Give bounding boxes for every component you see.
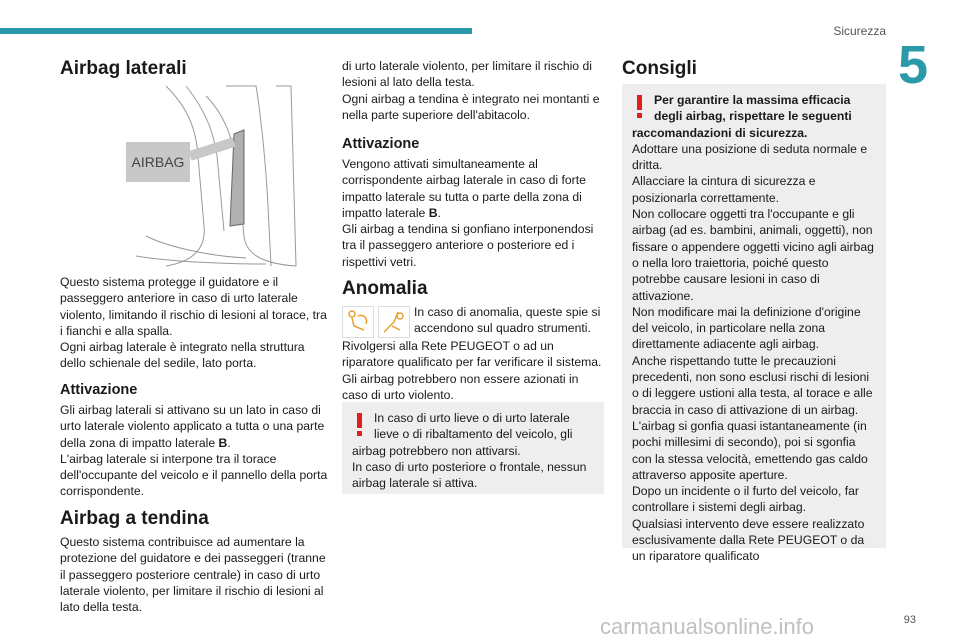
anomalia-icon-text: In caso di anomalia, queste spie si accendono sul quadro strumenti. xyxy=(414,305,601,336)
warning-lamps xyxy=(342,306,410,338)
watermark: carmanualsonline.info xyxy=(600,614,815,639)
airbag-tendina-continued: di urto laterale violento, per limitare il rischio di lesioni al lato della testa. Ogni airbag a tendina è integrato nei montanti e nella parte superiore dell'abitacolo. xyxy=(342,59,600,122)
heading-airbag-tendina: Airbag a tendina xyxy=(60,508,209,529)
anomalia-warning-text: In caso di urto lieve o di urto laterale lieve o di ribaltamento del veicolo, gli airbag potrebbero non attivarsi. In caso di urto posteriore o frontale, nessun airbag laterale si attiva. xyxy=(352,411,587,491)
consigli-box xyxy=(622,84,886,564)
attivazione-laterali-text: Gli airbag laterali si attivano su un lato in caso di urto laterale violento applicato a tutta o una parte della zona di impatto laterale B. L'airbag laterale si interpone tra il torace dell'occupante del veicolo e il pannello della porta corrispondente. xyxy=(60,403,328,499)
exclamation-warning-icon xyxy=(352,411,368,437)
consigli-text: Per garantire la massima efficacia degli airbag, rispettare le seguenti raccomandazioni di sicurezza. Adottare una posizione di seduta normale e dritta. Allacciare la cintura di sicurezza e posizionarla correttamente. Non collocare oggetti tra l'occupante e gli airbag (ad es. bambini, animali, oggetti), non fissare o appendere oggetti vicino agli airbag o nella loro traiettoria, poiché questo potrebbe causare lesioni in caso di attivazione. Non modificare mai la definizione d'origine del veicolo, in particolare nella zona direttamente adiacente agli airbag. Anche rispettando tutte le precauzioni precedenti, non sono esclusi rischi di lesioni o di leggere ustioni alla testa, al torace e alle braccia in caso di attivazione di un airbag. L'airbag si gonfia quasi istantaneamente (in pochi millesimi di secondo), poi si sgonfia con la stessa velocità, emettendo gas caldo attraverso apposite aperture. Dopo un incidente o il furto del veicolo, far controllare i sistemi degli airbag. Qualsiasi intervento deve essere realizzato esclusivamente dalla Rete PEUGEOT o da un riparatore qualificato xyxy=(632,93,874,564)
chapter-number: 5 xyxy=(898,35,929,95)
page-number: 93 xyxy=(903,614,916,626)
anomalia-warning-box xyxy=(342,402,604,494)
exclamation-warning-icon xyxy=(632,93,648,119)
section-name: Sicurezza xyxy=(833,24,886,38)
heading-airbag-laterali: Airbag laterali xyxy=(60,58,187,79)
heading-consigli: Consigli xyxy=(622,58,697,79)
top-accent-bar xyxy=(0,28,472,34)
airbag-laterali-intro: Questo sistema protegge il guidatore e il passeggero anteriore in caso di urto laterale violento, limitando il rischio di lesioni al torace, tra i fianchi e alla spalla. Ogni airbag laterale è integrato nella struttura dello schienale del sedile, lato porta. xyxy=(60,275,327,371)
airbag-label-tag: AIRBAG xyxy=(126,142,190,182)
airbag-tendina-text-part1: Questo sistema contribuisce ad aumentare la protezione del guidatore e dei passeggeri (tranne il passeggero posteriore centrale) in caso di urto laterale violento, per limitare il rischio di lesioni al lato della testa. xyxy=(60,535,326,615)
heading-attivazione-laterali: Attivazione xyxy=(60,382,138,398)
seatbelt-warning-lamp-icon xyxy=(378,306,410,338)
anomalia-text: Rivolgersi alla Rete PEUGEOT o ad un riparatore qualificato per far verificare il sistema. Gli airbag potrebbero non essere azionati in caso di urto violento. xyxy=(342,339,602,402)
heading-anomalia: Anomalia xyxy=(342,278,428,299)
attivazione-tendina-text: Vengono attivati simultaneamente al corrispondente airbag laterale in caso di forte impatto laterale su tutta o parte della zona di impatto laterale B. Gli airbag a tendina si gonfiano interponendosi tra il passeggero anteriore o posteriore ed i rispettivi vetri. xyxy=(342,157,594,269)
heading-attivazione-tendina: Attivazione xyxy=(342,136,420,152)
airbag-warning-lamp-icon xyxy=(342,306,374,338)
